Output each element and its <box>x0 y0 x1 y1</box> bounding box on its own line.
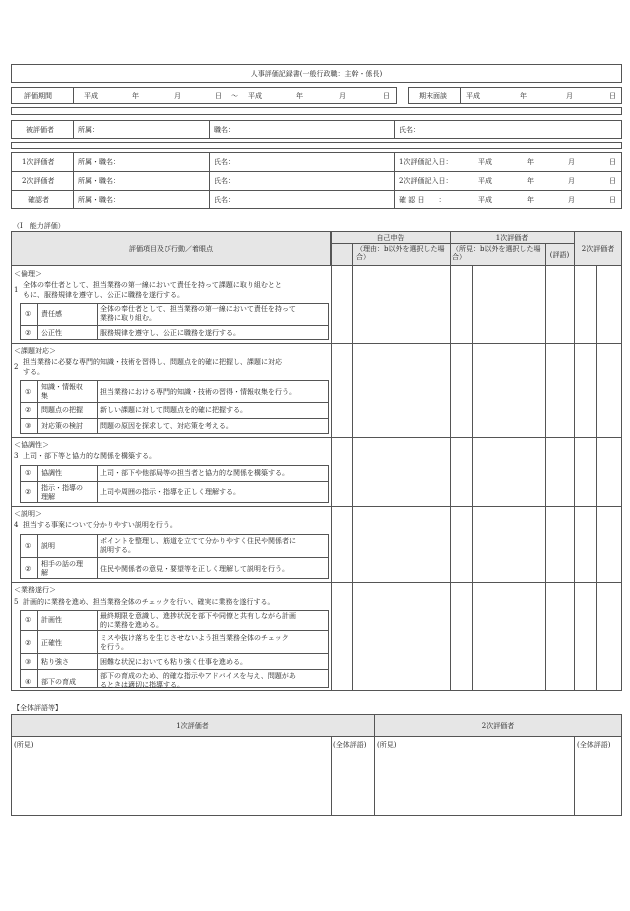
period-start-day: 日 <box>215 92 222 100</box>
item-name: 協調性 <box>41 469 62 477</box>
overall-first-header: 1次評価者 <box>176 722 209 730</box>
evaluator-name[interactable]: 氏名： <box>214 177 235 185</box>
overall-first-findings[interactable]: (所見) <box>14 741 34 749</box>
item-text: 業務に取り組む。 <box>100 314 156 322</box>
interview-era[interactable]: 平成 <box>466 92 480 100</box>
category-desc: もに、服務規律を遵守し、公正に職務を遂行する。 <box>23 291 184 299</box>
evaluatee-affiliation[interactable]: 所属： <box>78 126 99 134</box>
category-number: 1 <box>14 286 19 294</box>
evaluator-affiliation[interactable]: 所属・職名： <box>78 158 120 166</box>
item-text: ポイントを整理し、筋道を立てて分かりやすく住民や関係者に <box>100 537 296 545</box>
item-number: ③ <box>25 422 32 430</box>
evaluator-name[interactable]: 氏名： <box>214 158 235 166</box>
evaluator-label: 2次評価者 <box>22 177 55 185</box>
category-number: 3 <box>14 452 19 460</box>
item-text: を行う。 <box>100 643 128 651</box>
item-name: 責任感 <box>41 310 62 318</box>
item-name: 指示・指導の <box>41 484 83 492</box>
item-text: 困難な状況においても粘り強く仕事を進める。 <box>100 658 247 666</box>
period-tilde: 〜 <box>231 92 238 100</box>
evaluator-month: 月 <box>568 158 575 166</box>
item-text: るときは適切に指導する。 <box>100 681 184 689</box>
category-number: 5 <box>14 598 19 606</box>
category-number: 2 <box>14 363 19 371</box>
item-name: 知識・情報収 <box>41 383 83 391</box>
evaluator-date-label: 確 認 日 ： <box>399 196 446 204</box>
item-text: 上司や周囲の指示・指導を正しく理解する。 <box>100 488 240 496</box>
category-desc: 担当する事案について分かりやすい説明を行う。 <box>23 521 177 529</box>
item-text: 最終期限を意識し、進捗状況を部下や同僚と共有しながら計画 <box>100 612 296 620</box>
category-title: ＜倫理＞ <box>14 270 42 278</box>
evaluator-date-label: 1次評価記入日： <box>399 158 453 166</box>
item-number: ③ <box>25 658 32 666</box>
evaluator-affiliation[interactable]: 所属・職名： <box>78 177 120 185</box>
category-title: ＜業務遂行＞ <box>14 586 56 594</box>
evaluator-year: 年 <box>527 196 534 204</box>
evaluator-month: 月 <box>568 177 575 185</box>
evaluator-label: 1次評価者 <box>22 158 55 166</box>
evaluator-name[interactable]: 氏名： <box>214 196 235 204</box>
item-name: 問題点の把握 <box>41 406 83 414</box>
header-first: 1次評価者 <box>495 234 529 242</box>
item-text: 問題の原因を探求して、対応策を考える。 <box>100 422 233 430</box>
overall-second-header: 2次評価者 <box>481 722 515 730</box>
item-name: 理解 <box>41 493 55 501</box>
item-number: ① <box>25 469 32 477</box>
item-number: ④ <box>25 678 32 686</box>
item-name: 正確性 <box>41 639 62 647</box>
item-text: 担当業務における専門的知識・技術の習得・情報収集を行う。 <box>100 388 296 396</box>
category-desc: 計画的に業務を進め、担当業務全体のチェックを行い、確実に業務を遂行する。 <box>23 598 275 606</box>
evaluator-year: 年 <box>527 177 534 185</box>
header-first-rating: (評語) <box>549 251 570 259</box>
evaluator-date-label: 2次評価記入日： <box>399 177 453 185</box>
category-desc: 全体の奉仕者として、担当業務の第一線において責任を持って課題に取り組むとと <box>23 281 282 289</box>
item-text: 服務規律を遵守し、公正に職務を遂行する。 <box>100 329 240 337</box>
item-name: 相手の話の理 <box>41 560 83 568</box>
overall-second-findings[interactable]: (所見) <box>377 741 397 749</box>
item-name: 公正性 <box>41 329 62 337</box>
item-number: ① <box>25 616 32 624</box>
item-name: 部下の育成 <box>41 678 76 686</box>
evaluator-label: 確認者 <box>28 196 49 204</box>
evaluatee-label: 被評価者 <box>26 126 54 134</box>
overall-second-rating[interactable]: (全体評語) <box>577 741 611 749</box>
item-number: ① <box>25 542 32 550</box>
period-end-day: 日 <box>383 92 390 100</box>
category-desc: 上司・部下等と協力的な関係を構築する。 <box>23 452 156 460</box>
evaluator-era[interactable]: 平成 <box>478 158 492 166</box>
period-end-year: 年 <box>296 92 303 100</box>
item-number: ① <box>25 388 32 396</box>
item-number: ② <box>25 565 32 573</box>
item-name: 解 <box>41 569 48 577</box>
period-end-month: 月 <box>339 92 346 100</box>
evaluator-year: 年 <box>527 158 534 166</box>
item-text: 全体の奉仕者として、担当業務の第一線において責任を持って <box>100 305 296 313</box>
interview-day: 日 <box>609 92 616 100</box>
evaluator-day: 日 <box>609 158 616 166</box>
interview-label: 期末面談 <box>419 92 447 100</box>
period-start-era[interactable]: 平成 <box>84 92 98 100</box>
spacer-row <box>11 107 622 115</box>
overall-title: 【全体評語等】 <box>13 704 62 712</box>
period-label: 評価期間 <box>24 92 52 100</box>
document-title: 人事評価記録書(一般行政職：主幹・係長) <box>250 70 383 78</box>
category-title: ＜協調性＞ <box>14 441 49 449</box>
category-desc: 担当業務に必要な専門的知識・技術を習得し、問題点を的確に把握し、課題に対応 <box>23 358 282 366</box>
item-name: 計画性 <box>41 616 62 624</box>
item-text: 的に業務を進める。 <box>100 621 163 629</box>
header-first-sub: （所見：b以外を選択した場合） <box>452 245 541 262</box>
period-start-year: 年 <box>132 92 139 100</box>
overall-first-rating[interactable]: (全体評語) <box>333 741 367 749</box>
evaluatee-row <box>11 120 622 139</box>
interview-month: 月 <box>566 92 573 100</box>
period-start-month: 月 <box>174 92 181 100</box>
item-text: ミスや抜け落ちを生じさせないよう担当業務全体のチェック <box>100 634 289 642</box>
evaluator-era[interactable]: 平成 <box>478 196 492 204</box>
item-number: ② <box>25 406 32 414</box>
evaluator-day: 日 <box>609 177 616 185</box>
header-self: 自己申告 <box>376 234 405 242</box>
period-end-era[interactable]: 平成 <box>248 92 262 100</box>
item-text: 住民や関係者の意見・要望等を正しく理解して説明を行う。 <box>100 565 289 573</box>
item-name: 説明 <box>41 542 55 550</box>
evaluator-era[interactable]: 平成 <box>478 177 492 185</box>
item-name: 集 <box>41 392 48 400</box>
interview-year: 年 <box>520 92 527 100</box>
category-desc: する。 <box>23 368 44 376</box>
evaluatee-position[interactable]: 職名： <box>214 126 235 134</box>
evaluator-month: 月 <box>568 196 575 204</box>
header-items: 評価項目及び行動／着眼点 <box>129 245 213 253</box>
spacer-row <box>11 142 622 149</box>
item-name: 粘り強さ <box>41 658 69 666</box>
category-title: ＜説明＞ <box>14 510 42 518</box>
header-self-sub: （理由：b以外を選択した場合） <box>356 245 445 262</box>
header-second: 2次評価者 <box>581 245 615 253</box>
item-text: 部下の育成のため、的確な指示やアドバイスを与え、問題があ <box>100 672 296 680</box>
evaluator-day: 日 <box>609 196 616 204</box>
category-title: ＜課題対応＞ <box>14 347 56 355</box>
item-number: ② <box>25 329 32 337</box>
item-name: 対応策の検討 <box>41 422 83 430</box>
item-number: ① <box>25 310 32 318</box>
section-title: （I 能力評価） <box>13 222 65 230</box>
item-number: ② <box>25 639 32 647</box>
item-number: ② <box>25 488 32 496</box>
category-number: 4 <box>14 521 19 529</box>
evaluator-affiliation[interactable]: 所属・職名： <box>78 196 120 204</box>
evaluatee-name[interactable]: 氏名： <box>399 126 420 134</box>
item-text: 上司・部下や他部局等の担当者と協力的な関係を構築する。 <box>100 469 289 477</box>
item-text: 説明する。 <box>100 546 135 554</box>
item-text: 新しい課題に対して問題点を的確に把握する。 <box>100 406 247 414</box>
